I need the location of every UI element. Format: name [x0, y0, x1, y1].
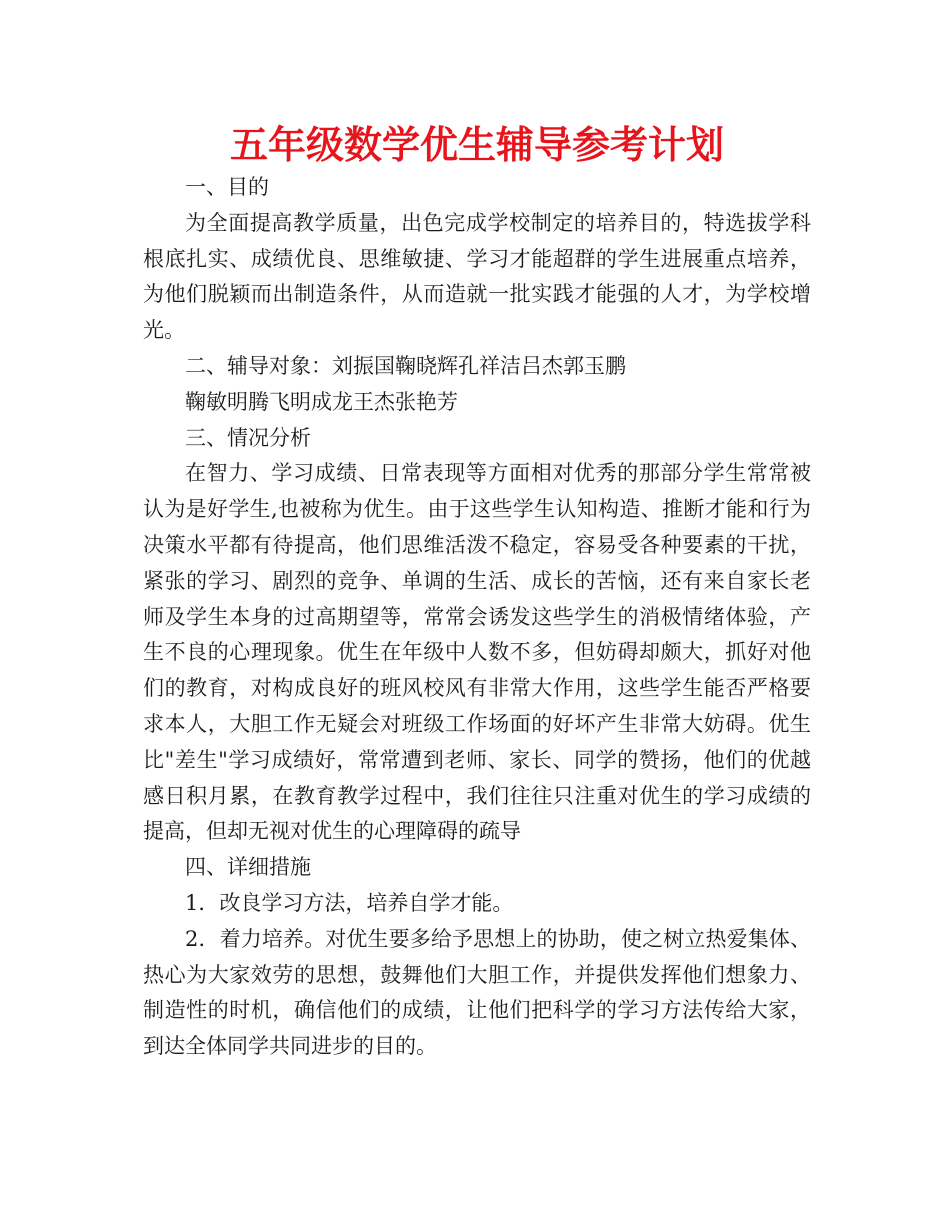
list-item-measure-1: 1．改良学习方法，培养自学才能。 — [185, 890, 514, 915]
paragraph-analysis: 在智力、学习成绩、日常表现等方面相对优秀的那部分学生常常被认为是好学生,也被称为优生。由于这些学生认知构造、推断才能和行为决策水平都有待提高，他们思维活泼不稳定，容易受各种要素的干扰，紧张的学习、剧烈的竞争、单调的生活、成长的苦恼，还有来自家长老师及学生本身的过高期望等，常常会诱发这些学生的消极情绪体验，产生不良的心理现象。优生在年级中人数不多，但妨碍却颇大，抓好对他们的教育，对构成良好的班风校风有非常大作用，这些学生能否严格要求本人，大胆工作无疑会对班级工作场面的好坏产生非常大妨碍。优生比"差生"学习成绩好，常常遭到老师、家长、同学的赞扬，他们的优越感日积月累，在教育教学过程中，我们往往只注重对优生的学习成绩的提高，但却无视对优生的心理障碍的疏导 — [143, 461, 811, 844]
paragraph-targets-continued: 鞠敏明腾飞明成龙王杰张艳芳 — [185, 389, 458, 414]
list-item-measure-2: 2．着力培养。对优生要多给予思想上的协助，使之树立热爱集体、热心为大家效劳的思想，鼓舞他们大胆工作，并提供发挥他们想象力、制造性的时机，确信他们的成绩，让他们把科学的学习方法传给大家，到达全体同学共同进步的目的。 — [143, 926, 811, 1059]
section-heading-targets: 二、辅导对象：刘振国鞠晓辉孔祥洁吕杰郭玉鹏 — [185, 353, 626, 378]
document-page — [143, 120, 811, 1065]
paragraph-goal: 为全面提高教学质量，出色完成学校制定的培养目的，特选拔学科根底扎实、成绩优良、思维敏捷、学习才能超群的学生进展重点培养，为他们脱颖而出制造条件，从而造就一批实践才能强的人才，为学校增光。 — [143, 210, 811, 343]
section-heading-goal: 一、目的 — [185, 175, 269, 199]
section-heading-analysis: 三、情况分析 — [185, 425, 311, 450]
section-heading-measures: 四、详细措施 — [185, 855, 311, 880]
document-title: 五年级数学优生辅导参考计划 — [229, 123, 724, 167]
